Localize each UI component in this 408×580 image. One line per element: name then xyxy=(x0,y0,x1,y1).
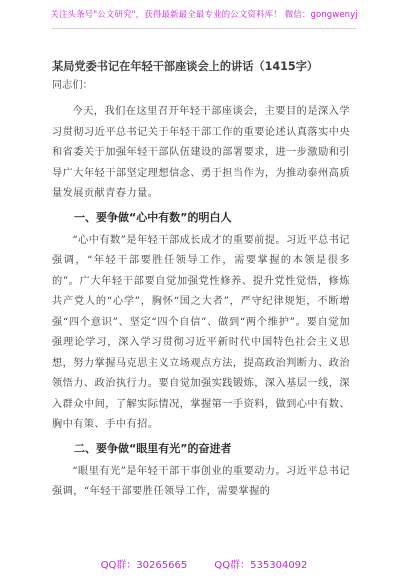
section-heading-1: 一、要争做“心中有数”的明白人 xyxy=(74,210,232,224)
section-paragraph-1: “心中有数”是年轻干部成长成才的重要前提。习近平总书记强调，“年轻干部要胜任领导工作，需要掌握的本领是很多的”。广大年轻干部要自觉加强党性修养、提升党性觉悟，修炼共产党人的“心学”，胸怀“国之大者”，严守纪律规矩，不断增强“四个意识”、坚定“四个自信”、做到“两个维护”。要自觉加强理论学习，深入学习贯彻习近平新时代中国特色社会主义思想，努力掌握马克思主义立场观点方法，提高政治判断力、政治领悟力、政治执行力。要自觉加强实践锻炼，深入基层一线，深入群众中间，了解实际情况，掌握第一手资料，做到心中有数、胸中有策、手中有招。 xyxy=(52,234,350,430)
header-divider xyxy=(52,28,356,29)
document-body xyxy=(52,58,350,503)
header-promo-text: 关注头条号"公文研究"，获得最新最全最专业的公文资料库！ 微信：gongwenyj xyxy=(50,10,358,20)
document-title: 某局党委书记在年轻干部座谈会上的讲话（1415字） xyxy=(52,60,319,73)
footer-qq-group-1: QQ群：30265665 xyxy=(100,560,188,571)
page-header xyxy=(0,0,408,44)
section-heading-2: 二、要争做“眼里有光”的奋进者 xyxy=(74,441,232,455)
intro-paragraph: 今天，我们在这里召开年轻干部座谈会，主要目的是深入学习贯彻习近平总书记关于年轻干部工作的重要论述认真落实中央和省委关于加强年轻干部队伍建设的部署要求，进一步激励和引导广大年轻干部坚定理想信念、勇于担当作为，为推动泰州高质量发展贡献青春力量。 xyxy=(52,106,350,199)
page-footer xyxy=(0,556,408,571)
footer-qq-group-2: QQ群：535304092 xyxy=(214,560,308,571)
salutation: 同志们： xyxy=(52,80,93,91)
section-paragraph-2: “眼里有光”是年轻干部干事创业的重要动力。习近平总书记强调，“年轻干部要胜任领导工作，需要掌握的 xyxy=(52,465,350,497)
